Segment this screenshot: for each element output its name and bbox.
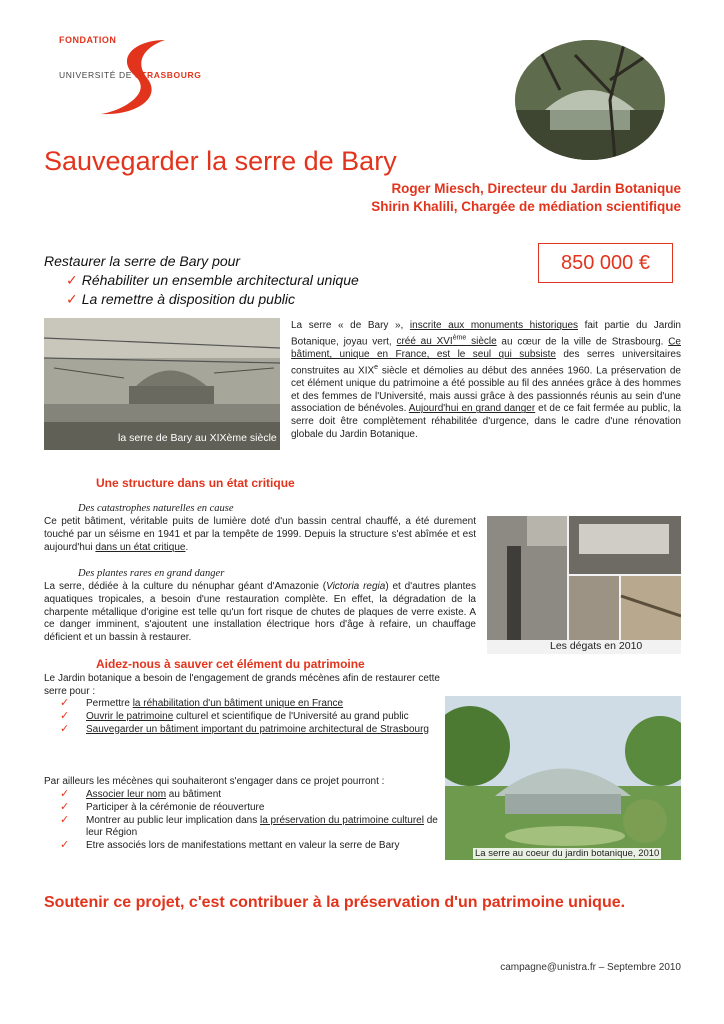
subheading-rare-plants: Des plantes rares en grand danger [78, 568, 225, 579]
logo-universite: UNIVERSITÉ DE STRASBOURG [59, 70, 202, 80]
authors [371, 180, 681, 216]
checkmark-icon: ✓ [60, 813, 70, 826]
footer-contact: campagne@unistra.fr – Septembre 2010 [500, 962, 681, 973]
section-title-help-us: Aidez-nous à sauver cet élément du patrimoine [96, 657, 365, 671]
checkmark-icon: ✓ [66, 291, 78, 307]
checkmark-icon: ✓ [60, 709, 70, 722]
list-item: ✓ Sauvegarder un bâtiment important du patrimoine architectural de Strasbourg [60, 722, 429, 735]
intro-item: ✓ Réhabiliter un ensemble architectural unique [66, 272, 359, 288]
checkmark-icon: ✓ [60, 800, 70, 813]
rare-plants-paragraph: La serre, dédiée à la culture du nénuphar géant d'Amazonie (Victoria regia) et d'autres plantes aquatiques tropicales, a besoin d'une restauration complète. En effet, la dégradation de la charpente métallique d'origine est telle qu'un fort risque de chutes de plaques de verre existe. A ce danger imminent, s'ajoutent une installation électrique hors d'âge à refaire, un chauffage déficient et un bassin à restaurer. [44, 581, 476, 644]
natural-disasters-paragraph: Ce petit bâtiment, véritable puits de lumière doté d'un bassin central chauffé, a été durement touché par un séisme en 1941 et par la tempête de 1999. Depuis la structure s'est abîmée et est aujourd'hui dans un état critique. [44, 516, 476, 553]
checkmark-icon: ✓ [60, 697, 70, 709]
goals-list [60, 698, 440, 736]
help-us-paragraph: Le Jardin botanique a besoin de l'engagement de grands mécènes afin de restaurer cette serre pour : [44, 673, 440, 697]
damage-photo-collage [487, 516, 681, 654]
list-item: ✓ Participer à la cérémonie de réouverture [60, 800, 265, 813]
checkmark-icon: ✓ [60, 839, 70, 852]
call-to-action: Soutenir ce projet, c'est contribuer à la préservation d'un patrimoine unique. [44, 894, 626, 911]
intro-heading: Restaurer la serre de Bary pour [44, 253, 241, 269]
list-item: ✓ Ouvrir le patrimoine culturel et scientifique de l'Université au grand public [60, 709, 409, 722]
amount-box: 850 000 € [538, 243, 673, 283]
list-item: ✓ Associer leur nom au bâtiment [60, 788, 222, 800]
logo-fondation: FONDATION [59, 35, 117, 45]
list-item: ✓ Montrer au public leur implication dans la préservation du patrimoine culturel de leur Région [60, 813, 438, 839]
list-item: ✓ Etre associés lors de manifestations mettant en valeur la serre de Bary [60, 839, 400, 852]
intro-paragraph: La serre « de Bary », inscrite aux monuments historiques fait partie du Jardin Botanique, joyau vert, créé au XVIème siècle au cœur de la ville de Strasbourg. Ce bâtiment, unique en France, est le seul qui subsiste des serres universitaires construites au XIXe siècle et démolies au début des années 1960. La préservation de cet élément unique du patrimoine a été possible au fil des années grâce à des hommes et des femmes de l'Université, mais aussi grâce à des passionnés réunis au sein d'une association de bénévoles. Aujourd'hui en grand danger et de ce fait fermée au public, la serre doit être complètement réhabilitée d'urgence, dans le cadre d'une rénovation globale du Jardin Botanique. [291, 320, 681, 441]
author-1: Roger Miesch, Directeur du Jardin Botanique [391, 181, 681, 196]
checkmark-icon: ✓ [60, 722, 70, 735]
greenhouse-round-photo [515, 40, 665, 160]
author-2: Shirin Khalili, Chargée de médiation scientifique [371, 199, 681, 214]
subheading-natural-disasters: Des catastrophes naturelles en cause [78, 503, 234, 514]
patron-benefits-list [60, 789, 440, 853]
section-title-critical-state: Une structure dans un état critique [96, 476, 295, 490]
photo3-caption: La serre au coeur du jardin botanique, 2010 [475, 848, 660, 859]
patrons-paragraph: Par ailleurs les mécènes qui souhaiteront s'engager dans ce projet pourront : [44, 776, 385, 787]
greenhouse-garden-photo [445, 696, 681, 860]
checkmark-icon: ✓ [66, 272, 78, 288]
photo2-caption: Les dégats en 2010 [550, 640, 643, 652]
intro-item: ✓ La remettre à disposition du public [66, 291, 295, 307]
historic-greenhouse-photo [44, 318, 280, 450]
checkmark-icon: ✓ [60, 788, 70, 800]
photo1-caption: la serre de Bary au XIXème siècle [118, 432, 277, 444]
page-title: Sauvegarder la serre de Bary [44, 146, 397, 176]
intro-block [44, 252, 359, 309]
list-item: ✓ Permettre la réhabilitation d'un bâtiment unique en France [60, 697, 344, 709]
